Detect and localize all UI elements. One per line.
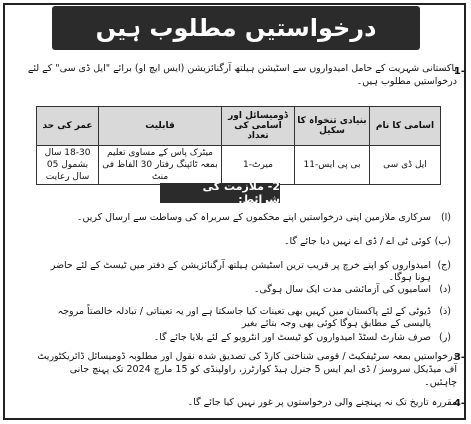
section-1-text: پاکستانی شہریت کے حامل امیدواروں سے اسٹیشن ہیلتھ آرگنائزیشن (ایس ایچ او) برائے "ایل ڈی سی" کے لئے درخواستیں مطلوب ہیں۔	[27, 63, 457, 87]
cell-qualification: میٹرک پاس کے مساوی تعلیم بمعہ ٹائپنگ رفتار 30 الفاظ فی منٹ	[99, 146, 222, 185]
condition-label: (ج)	[437, 260, 451, 271]
condition-text: صرف شارٹ لسٹڈ امیدواروں کو ٹیسٹ اور انٹرویو کے لئے بلایا جائے گا۔	[153, 332, 431, 343]
page-title: درخواستیں مطلوب ہیں	[52, 6, 420, 50]
section-3-number: 3-	[453, 352, 465, 363]
condition-text: کوئی ٹی اے / ڈی اے نہیں دیا جائے گا۔	[283, 236, 431, 247]
table-row	[37, 146, 441, 185]
vacancy-table	[36, 106, 441, 185]
condition-label: (ر)	[438, 332, 451, 343]
cell-domicile-count: میرٹ-1	[222, 146, 295, 185]
header-domicile-count: ڈومیسائل اور اسامی کی تعداد	[222, 107, 295, 146]
condition-text: سرکاری ملازمین اپنی درخواستیں اپنے محکموں کے سربراہ کی وساطت سے ارسال کریں۔	[76, 212, 431, 223]
cell-post-name: ایل ڈی سی	[370, 146, 441, 185]
section-3-text: درخواستیں بمعہ سرٹیفکیٹ / قومی شناختی کارڈ کی تصدیق شدہ نقول اور مطلوبہ ڈومیسائل ڈائریکٹوریٹ آف میڈیکل سروسز / ڈی ایم ایس 5 جنرل ہیڈ کوارٹرز، راولپنڈی کو 15 مارچ 2024 تک پہنچ جانی چاہئیں۔	[37, 351, 457, 388]
table-header-row	[37, 107, 441, 146]
header-post-name: اسامی کا نام	[370, 107, 441, 146]
condition-text: ڈیوٹی کے لئے پاکستان میں کہیں بھی تعینات کیا جاسکتا ہے اور یہ تعیناتی / تبادلہ خالصتاً مروجہ پالیسی کے مطابق ہوگا کوئی بھی وجہ بتائے بغیر	[57, 306, 431, 329]
condition-label: (ذ)	[439, 306, 451, 317]
section-4-number: 4-	[453, 398, 465, 409]
section-1-number: 1-	[453, 66, 465, 77]
header-pay-scale: بنیادی تنخواہ کا سکیل	[295, 107, 370, 146]
cell-pay-scale: بی پی ایس-11	[295, 146, 370, 185]
condition-text: اسامیوں کی آزمائشی مدت ایک سال ہوگی۔	[253, 284, 431, 295]
section-2-heading: 2- ملازمت کی شرائط:	[160, 183, 280, 203]
section-4-text: مقررہ تاریخ تک نہ پہنچنے والی درخواستوں پر غور نہیں کیا جائے گا۔	[187, 397, 457, 408]
header-qualification: قابلیت	[99, 107, 222, 146]
condition-label: (ب)	[434, 236, 451, 247]
condition-text: امیدواروں کو اپنے خرچ پر قریب ترین اسٹیشن ہیلتھ آرگنائزیشن کے دفتر میں ٹیسٹ کے لئے حاضر ہونا ہوگا۔	[50, 260, 431, 283]
header-age-limit: عمر کی حد	[37, 107, 99, 146]
condition-label: (ا)	[440, 212, 451, 223]
condition-label: (د)	[439, 284, 451, 295]
cell-age-limit: 18-30 سال بشمول 05 سال رعایت	[37, 146, 99, 185]
